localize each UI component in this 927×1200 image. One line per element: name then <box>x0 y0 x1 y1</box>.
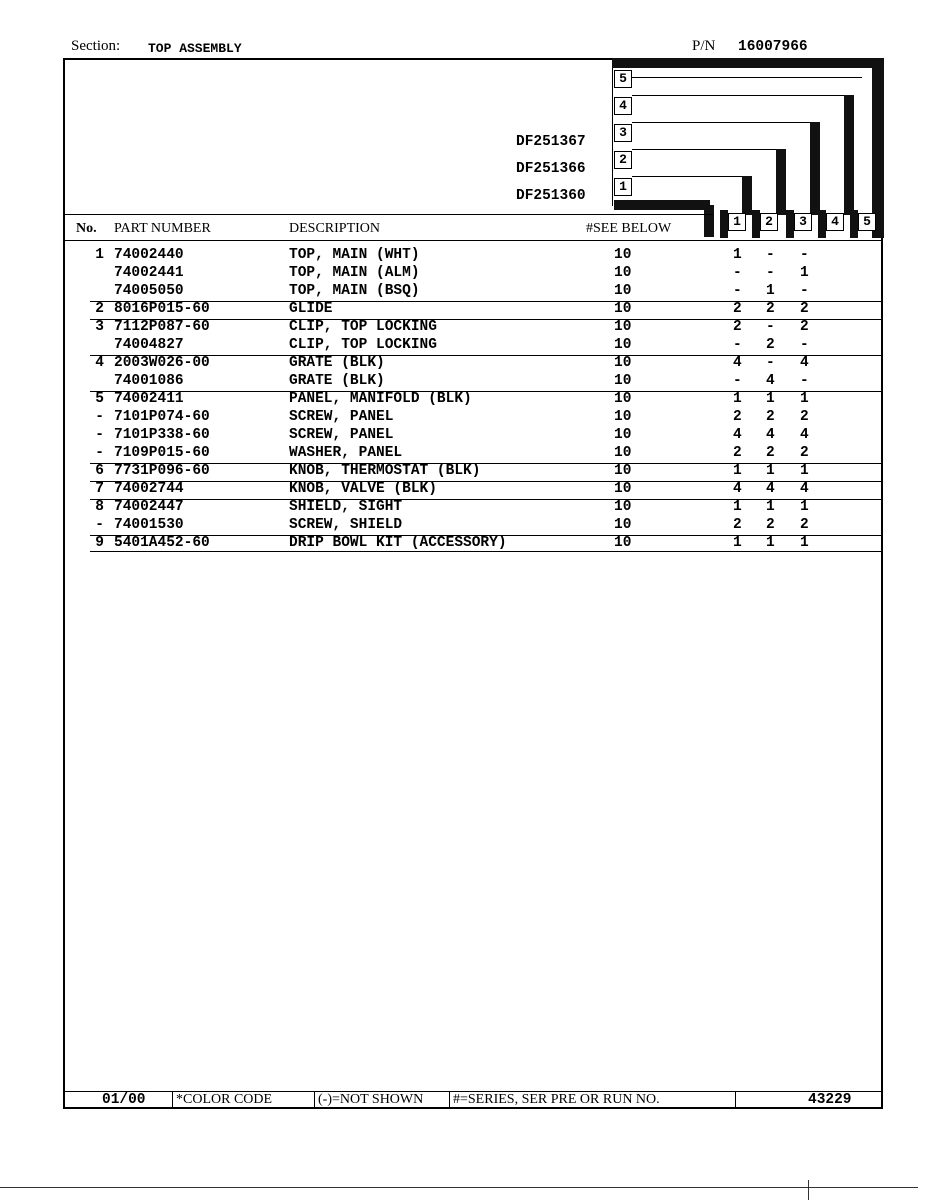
section-label: Section: <box>71 38 121 54</box>
part-number-cell: 8016P015-60 <box>114 301 210 317</box>
qty-2-cell: - <box>766 319 775 335</box>
description-cell: GRATE (BLK) <box>289 355 385 371</box>
qty-1-cell: 2 <box>733 301 742 317</box>
see-below-cell: 10 <box>614 463 632 479</box>
part-number-cell: 2003W026-00 <box>114 355 210 371</box>
description-cell: SCREW, PANEL <box>289 409 394 425</box>
qty-3-cell: 2 <box>800 409 809 425</box>
qty-1-cell: 1 <box>733 391 742 407</box>
qty-1-cell: - <box>733 373 742 389</box>
qty-1-cell: 4 <box>733 427 742 443</box>
qty-3-cell: 4 <box>800 481 809 497</box>
col-description: DESCRIPTION <box>289 221 381 236</box>
qty-2-cell: 4 <box>766 373 775 389</box>
qty-1-cell: 4 <box>733 355 742 371</box>
see-below-cell: 10 <box>614 445 632 461</box>
see-below-cell: 10 <box>614 391 632 407</box>
part-number-cell: 74001086 <box>114 373 184 389</box>
qty-1-cell: - <box>733 283 742 299</box>
item-no-cell: 1 <box>95 247 104 263</box>
table-row <box>0 391 927 409</box>
item-no-cell: 8 <box>95 499 104 515</box>
part-number-cell: 7731P096-60 <box>114 463 210 479</box>
see-below-cell: 10 <box>614 337 632 353</box>
see-below-cell: 10 <box>614 517 632 533</box>
table-row <box>0 283 927 301</box>
table-row <box>0 427 927 445</box>
footer-color-code: *COLOR CODE <box>176 1092 273 1107</box>
see-below-cell: 10 <box>614 247 632 263</box>
qty-2-cell: 2 <box>766 337 775 353</box>
part-number-cell: 7109P015-60 <box>114 445 210 461</box>
model-box-5: 5 <box>614 70 632 88</box>
qty-3-cell: - <box>800 247 809 263</box>
see-below-cell: 10 <box>614 301 632 317</box>
description-cell: KNOB, THERMOSTAT (BLK) <box>289 463 481 479</box>
description-cell: GLIDE <box>289 301 333 317</box>
model-box-4: 4 <box>614 97 632 115</box>
item-no-cell: 3 <box>95 319 104 335</box>
see-below-cell: 10 <box>614 355 632 371</box>
part-number-cell: 74002447 <box>114 499 184 515</box>
qty-1-cell: 2 <box>733 517 742 533</box>
part-number-cell: 74002744 <box>114 481 184 497</box>
part-number-cell: 74001530 <box>114 517 184 533</box>
item-no-cell: 7 <box>95 481 104 497</box>
part-number-cell: 7101P074-60 <box>114 409 210 425</box>
col-qty-5: 5 <box>858 213 876 231</box>
qty-2-cell: - <box>766 355 775 371</box>
col-qty-1: 1 <box>728 213 746 231</box>
item-no-cell: 2 <box>95 301 104 317</box>
qty-2-cell: - <box>766 265 775 281</box>
qty-1-cell: 1 <box>733 463 742 479</box>
table-row <box>0 355 927 373</box>
table-row <box>0 499 927 517</box>
part-number-cell: 74002440 <box>114 247 184 263</box>
see-below-cell: 10 <box>614 265 632 281</box>
col-no: No. <box>76 221 97 236</box>
qty-3-cell: 4 <box>800 427 809 443</box>
description-cell: TOP, MAIN (ALM) <box>289 265 420 281</box>
qty-3-cell: 1 <box>800 463 809 479</box>
qty-1-cell: 4 <box>733 481 742 497</box>
qty-2-cell: 2 <box>766 301 775 317</box>
description-cell: WASHER, PANEL <box>289 445 403 461</box>
qty-2-cell: 2 <box>766 445 775 461</box>
description-cell: PANEL, MANIFOLD (BLK) <box>289 391 472 407</box>
qty-2-cell: 2 <box>766 517 775 533</box>
description-cell: KNOB, VALVE (BLK) <box>289 481 437 497</box>
qty-2-cell: 1 <box>766 499 775 515</box>
qty-1-cell: 2 <box>733 409 742 425</box>
table-row <box>0 319 927 337</box>
model-box-3: 3 <box>614 124 632 142</box>
qty-3-cell: 1 <box>800 265 809 281</box>
table-row <box>0 517 927 535</box>
qty-2-cell: 2 <box>766 409 775 425</box>
part-number-cell: 7112P087-60 <box>114 319 210 335</box>
qty-1-cell: 1 <box>733 535 742 551</box>
model-code-3: DF251367 <box>516 134 586 150</box>
description-cell: SCREW, SHIELD <box>289 517 403 533</box>
part-number-cell: 7101P338-60 <box>114 427 210 443</box>
item-no-cell: - <box>95 409 104 425</box>
footer-date: 01/00 <box>102 1092 146 1108</box>
model-box-2: 2 <box>614 151 632 169</box>
see-below-cell: 10 <box>614 409 632 425</box>
qty-2-cell: 1 <box>766 535 775 551</box>
description-cell: TOP, MAIN (BSQ) <box>289 283 420 299</box>
qty-1-cell: 1 <box>733 247 742 263</box>
qty-2-cell: 1 <box>766 463 775 479</box>
item-no-cell: - <box>95 517 104 533</box>
qty-1-cell: 1 <box>733 499 742 515</box>
qty-3-cell: - <box>800 373 809 389</box>
qty-3-cell: 2 <box>800 319 809 335</box>
qty-1-cell: - <box>733 337 742 353</box>
footer-doc-no: 43229 <box>808 1092 852 1108</box>
qty-1-cell: 2 <box>733 445 742 461</box>
item-no-cell: - <box>95 427 104 443</box>
qty-3-cell: 2 <box>800 445 809 461</box>
table-row <box>0 337 927 355</box>
description-cell: CLIP, TOP LOCKING <box>289 337 437 353</box>
footer-not-shown: (-)=NOT SHOWN <box>318 1092 424 1107</box>
part-number-cell: 74002411 <box>114 391 184 407</box>
table-row <box>0 373 927 391</box>
item-no-cell: 9 <box>95 535 104 551</box>
pn-label: P/N <box>692 38 716 54</box>
description-cell: SCREW, PANEL <box>289 427 394 443</box>
qty-1-cell: - <box>733 265 742 281</box>
qty-1-cell: 2 <box>733 319 742 335</box>
qty-3-cell: 2 <box>800 517 809 533</box>
model-box-1: 1 <box>614 178 632 196</box>
description-cell: CLIP, TOP LOCKING <box>289 319 437 335</box>
description-cell: TOP, MAIN (WHT) <box>289 247 420 263</box>
part-number-cell: 74004827 <box>114 337 184 353</box>
item-no-cell: - <box>95 445 104 461</box>
table-row <box>0 265 927 283</box>
item-no-cell: 5 <box>95 391 104 407</box>
part-number-cell: 74002441 <box>114 265 184 281</box>
qty-3-cell: 1 <box>800 535 809 551</box>
description-cell: SHIELD, SIGHT <box>289 499 403 515</box>
part-number-cell: 74005050 <box>114 283 184 299</box>
model-code-2: DF251366 <box>516 161 586 177</box>
qty-3-cell: 1 <box>800 499 809 515</box>
qty-2-cell: 4 <box>766 427 775 443</box>
see-below-cell: 10 <box>614 283 632 299</box>
see-below-cell: 10 <box>614 535 632 551</box>
item-no-cell: 4 <box>95 355 104 371</box>
section-value: TOP ASSEMBLY <box>148 41 242 56</box>
table-row <box>0 481 927 499</box>
description-cell: DRIP BOWL KIT (ACCESSORY) <box>289 535 507 551</box>
qty-2-cell: 1 <box>766 283 775 299</box>
qty-3-cell: 2 <box>800 301 809 317</box>
table-row <box>0 463 927 481</box>
see-below-cell: 10 <box>614 373 632 389</box>
table-row <box>0 301 927 319</box>
qty-2-cell: 1 <box>766 391 775 407</box>
qty-3-cell: - <box>800 283 809 299</box>
see-below-cell: 10 <box>614 499 632 515</box>
col-qty-2: 2 <box>760 213 778 231</box>
footer-series: #=SERIES, SER PRE OR RUN NO. <box>453 1092 660 1107</box>
model-code-1: DF251360 <box>516 188 586 204</box>
table-row <box>0 409 927 427</box>
item-no-cell: 6 <box>95 463 104 479</box>
qty-2-cell: - <box>766 247 775 263</box>
col-qty-4: 4 <box>826 213 844 231</box>
col-part-number: PART NUMBER <box>114 221 211 236</box>
part-number-cell: 5401A452-60 <box>114 535 210 551</box>
qty-3-cell: 1 <box>800 391 809 407</box>
table-row <box>0 247 927 265</box>
col-qty-3: 3 <box>794 213 812 231</box>
pn-value: 16007966 <box>738 39 808 55</box>
see-below-cell: 10 <box>614 481 632 497</box>
see-below-cell: 10 <box>614 319 632 335</box>
description-cell: GRATE (BLK) <box>289 373 385 389</box>
see-below-cell: 10 <box>614 427 632 443</box>
col-see-below: #SEE BELOW <box>586 221 672 236</box>
qty-3-cell: 4 <box>800 355 809 371</box>
qty-2-cell: 4 <box>766 481 775 497</box>
table-row <box>0 445 927 463</box>
qty-3-cell: - <box>800 337 809 353</box>
